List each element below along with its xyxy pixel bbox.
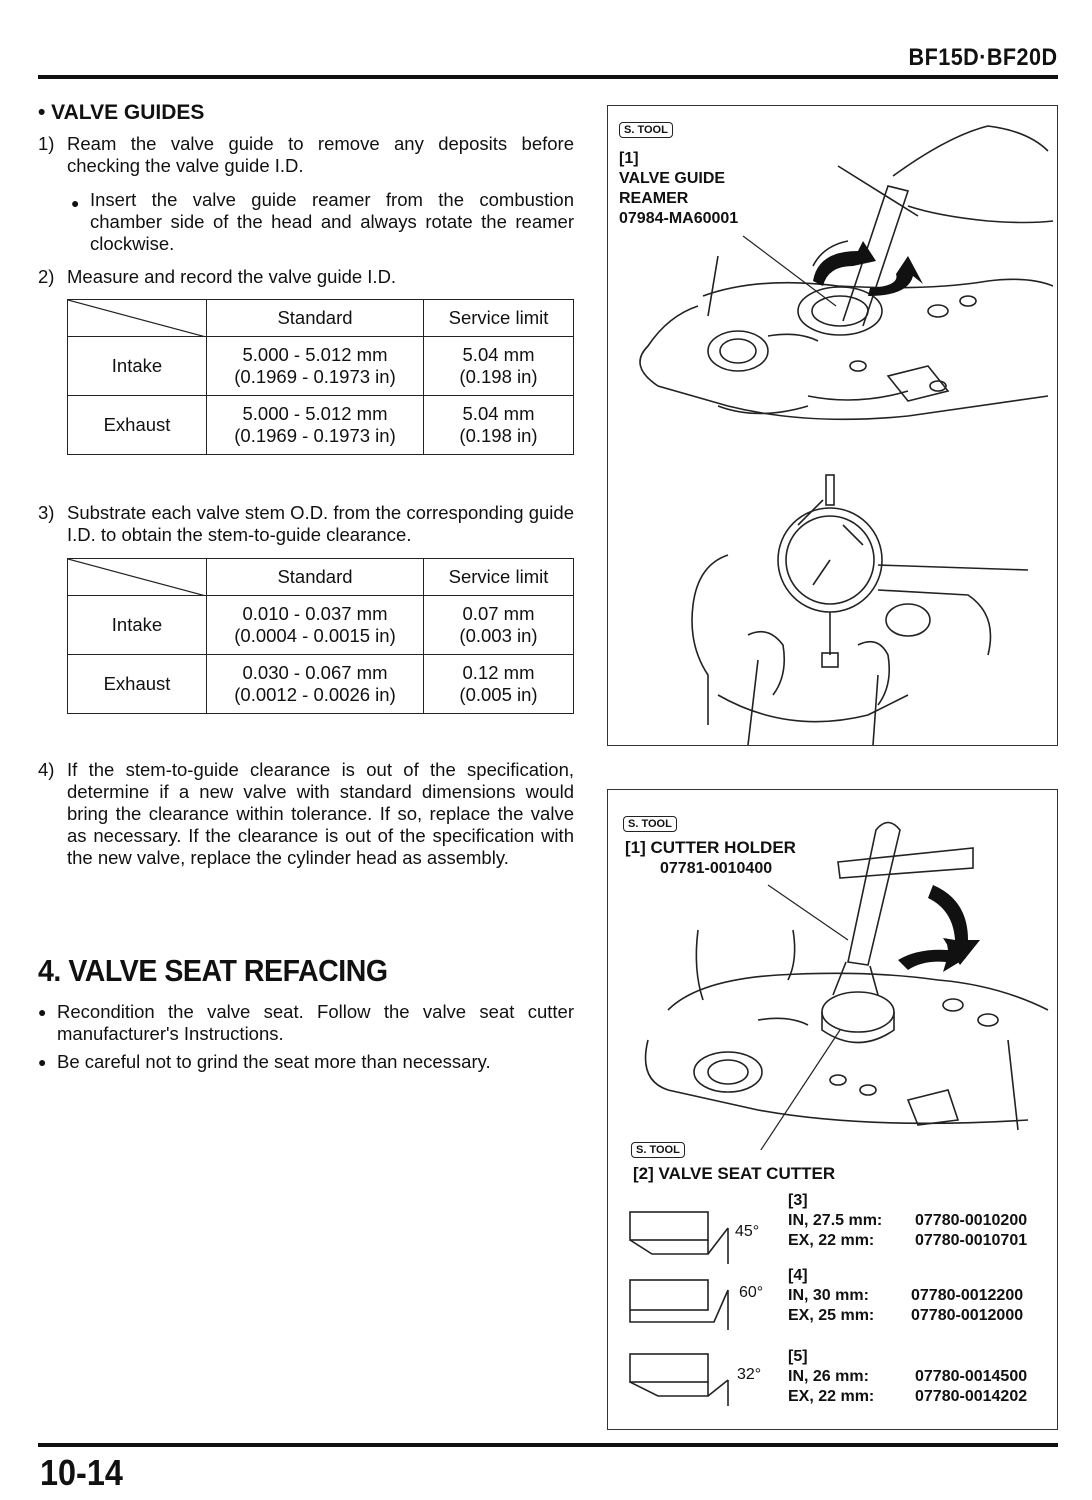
cutter-angle: 60° bbox=[739, 1284, 764, 1301]
figure-ref: [1] bbox=[619, 150, 639, 167]
cutter-ex-part: 07780-0010701 bbox=[915, 1232, 1028, 1249]
cutter-ref: [4] bbox=[788, 1267, 808, 1284]
seat-bullet-1: Recondition the valve seat. Follow the valve seat cutter manufacturer's Instructions. bbox=[57, 1001, 574, 1044]
cutter-in-part: 07780-0010200 bbox=[915, 1212, 1028, 1229]
figure-valve-guide-reamer bbox=[607, 105, 1058, 746]
bullet-dot: ● bbox=[71, 195, 80, 211]
bullet-dot: ● bbox=[38, 1054, 47, 1070]
cutter-angle: 32° bbox=[737, 1366, 762, 1383]
header-rule bbox=[38, 75, 1058, 79]
cutter-holder-illustration bbox=[608, 790, 1057, 1150]
step-3-text: Substrate each valve stem O.D. from the corresponding guide I.D. to obtain the stem-to-guide clearance. bbox=[67, 502, 574, 545]
valve-seat-cutter-label: [2] VALVE SEAT CUTTER bbox=[633, 1164, 836, 1183]
clearance-table bbox=[67, 558, 574, 714]
cutter-ex-part: 07780-0012000 bbox=[911, 1307, 1024, 1324]
service-limit-value: 0.07 mm (0.003 in) bbox=[424, 596, 574, 655]
table-row bbox=[68, 396, 574, 455]
table-row bbox=[68, 596, 574, 655]
cutter-32-icon bbox=[628, 1350, 758, 1410]
standard-value: 0.010 - 0.037 mm (0.0004 - 0.0015 in) bbox=[207, 596, 424, 655]
cutter-holder-label: [1] CUTTER HOLDER bbox=[625, 838, 796, 857]
cutter-60-icon bbox=[628, 1274, 758, 1334]
column-header-service-limit: Service limit bbox=[424, 559, 574, 596]
cutter-in-size: IN, 27.5 mm: bbox=[788, 1212, 883, 1229]
standard-value: 5.000 - 5.012 mm (0.1969 - 0.1973 in) bbox=[207, 396, 424, 455]
figure-valve-seat-cutter bbox=[607, 789, 1058, 1430]
service-limit-value: 0.12 mm (0.005 in) bbox=[424, 655, 574, 714]
section-heading-valve-seat-refacing: 4. VALVE SEAT REFACING bbox=[38, 953, 388, 988]
step-number: 4) bbox=[38, 759, 55, 780]
dial-gauge-illustration bbox=[608, 445, 1057, 745]
table-corner-cell bbox=[68, 559, 207, 596]
seat-bullet-2: Be careful not to grind the seat more than necessary. bbox=[57, 1051, 491, 1072]
step-number: 3) bbox=[38, 502, 55, 523]
step-number: 1) bbox=[38, 133, 55, 154]
tool-name-line1: VALVE GUIDE bbox=[619, 170, 726, 187]
row-label: Exhaust bbox=[68, 655, 207, 714]
cutter-ex-size: EX, 22 mm: bbox=[788, 1232, 875, 1249]
standard-value: 0.030 - 0.067 mm (0.0012 - 0.0026 in) bbox=[207, 655, 424, 714]
cutter-in-size: IN, 26 mm: bbox=[788, 1368, 869, 1385]
row-label: Intake bbox=[68, 337, 207, 396]
step-1-text: Ream the valve guide to remove any deposits before checking the valve guide I.D. bbox=[67, 133, 574, 176]
page-number: 10-14 bbox=[40, 1452, 123, 1493]
service-limit-value: 5.04 mm (0.198 in) bbox=[424, 337, 574, 396]
cutter-ex-size: EX, 22 mm: bbox=[788, 1388, 875, 1405]
table-row bbox=[68, 337, 574, 396]
bullet-dot: ● bbox=[38, 1004, 47, 1020]
tool-part-number: 07984-MA60001 bbox=[619, 210, 739, 227]
cutter-ref: [5] bbox=[788, 1348, 808, 1365]
step-4-text: If the stem-to-guide clearance is out of the specification, determine if a new valve with standard dimensions would bring the clearance within tolerance. If so, replace the valve as necessary. If the clearance is out of the specification with the new valve, replace the cylinder head as assembly. bbox=[67, 759, 574, 868]
row-label: Intake bbox=[68, 596, 207, 655]
cutter-in-part: 07780-0014500 bbox=[915, 1368, 1028, 1385]
column-header-standard: Standard bbox=[207, 559, 424, 596]
diagonal-line bbox=[68, 559, 206, 596]
standard-value: 5.000 - 5.012 mm (0.1969 - 0.1973 in) bbox=[207, 337, 424, 396]
tool-name-line2: REAMER bbox=[619, 190, 689, 207]
valve-guide-id-table bbox=[67, 299, 574, 455]
step-2-text: Measure and record the valve guide I.D. bbox=[67, 266, 397, 287]
cutter-ex-size: EX, 25 mm: bbox=[788, 1307, 875, 1324]
footer-rule bbox=[38, 1443, 1058, 1447]
section-heading-valve-guides: • VALVE GUIDES bbox=[38, 101, 205, 124]
table-corner-cell bbox=[68, 300, 207, 337]
column-header-service-limit: Service limit bbox=[424, 300, 574, 337]
step-number: 2) bbox=[38, 266, 55, 287]
diagonal-line bbox=[68, 300, 206, 337]
step-1-bullet: Insert the valve guide reamer from the combustion chamber side of the head and always rotate the reamer clockwise. bbox=[90, 189, 574, 254]
cutter-ref: [3] bbox=[788, 1192, 808, 1209]
column-header-standard: Standard bbox=[207, 300, 424, 337]
cutter-ex-part: 07780-0014202 bbox=[915, 1388, 1028, 1405]
cutter-45-icon bbox=[628, 1208, 758, 1268]
cutter-holder-part: 07781-0010400 bbox=[660, 860, 773, 877]
cutter-angle: 45° bbox=[735, 1223, 760, 1240]
cutter-in-size: IN, 30 mm: bbox=[788, 1287, 869, 1304]
special-tool-tag: S. TOOL bbox=[619, 122, 673, 138]
row-label: Exhaust bbox=[68, 396, 207, 455]
cutter-in-part: 07780-0012200 bbox=[911, 1287, 1024, 1304]
special-tool-tag: S. TOOL bbox=[623, 816, 677, 832]
reamer-illustration bbox=[608, 106, 1057, 436]
table-row bbox=[68, 655, 574, 714]
special-tool-tag: S. TOOL bbox=[631, 1142, 685, 1158]
service-limit-value: 5.04 mm (0.198 in) bbox=[424, 396, 574, 455]
model-header: BF15D·BF20D bbox=[909, 44, 1058, 71]
